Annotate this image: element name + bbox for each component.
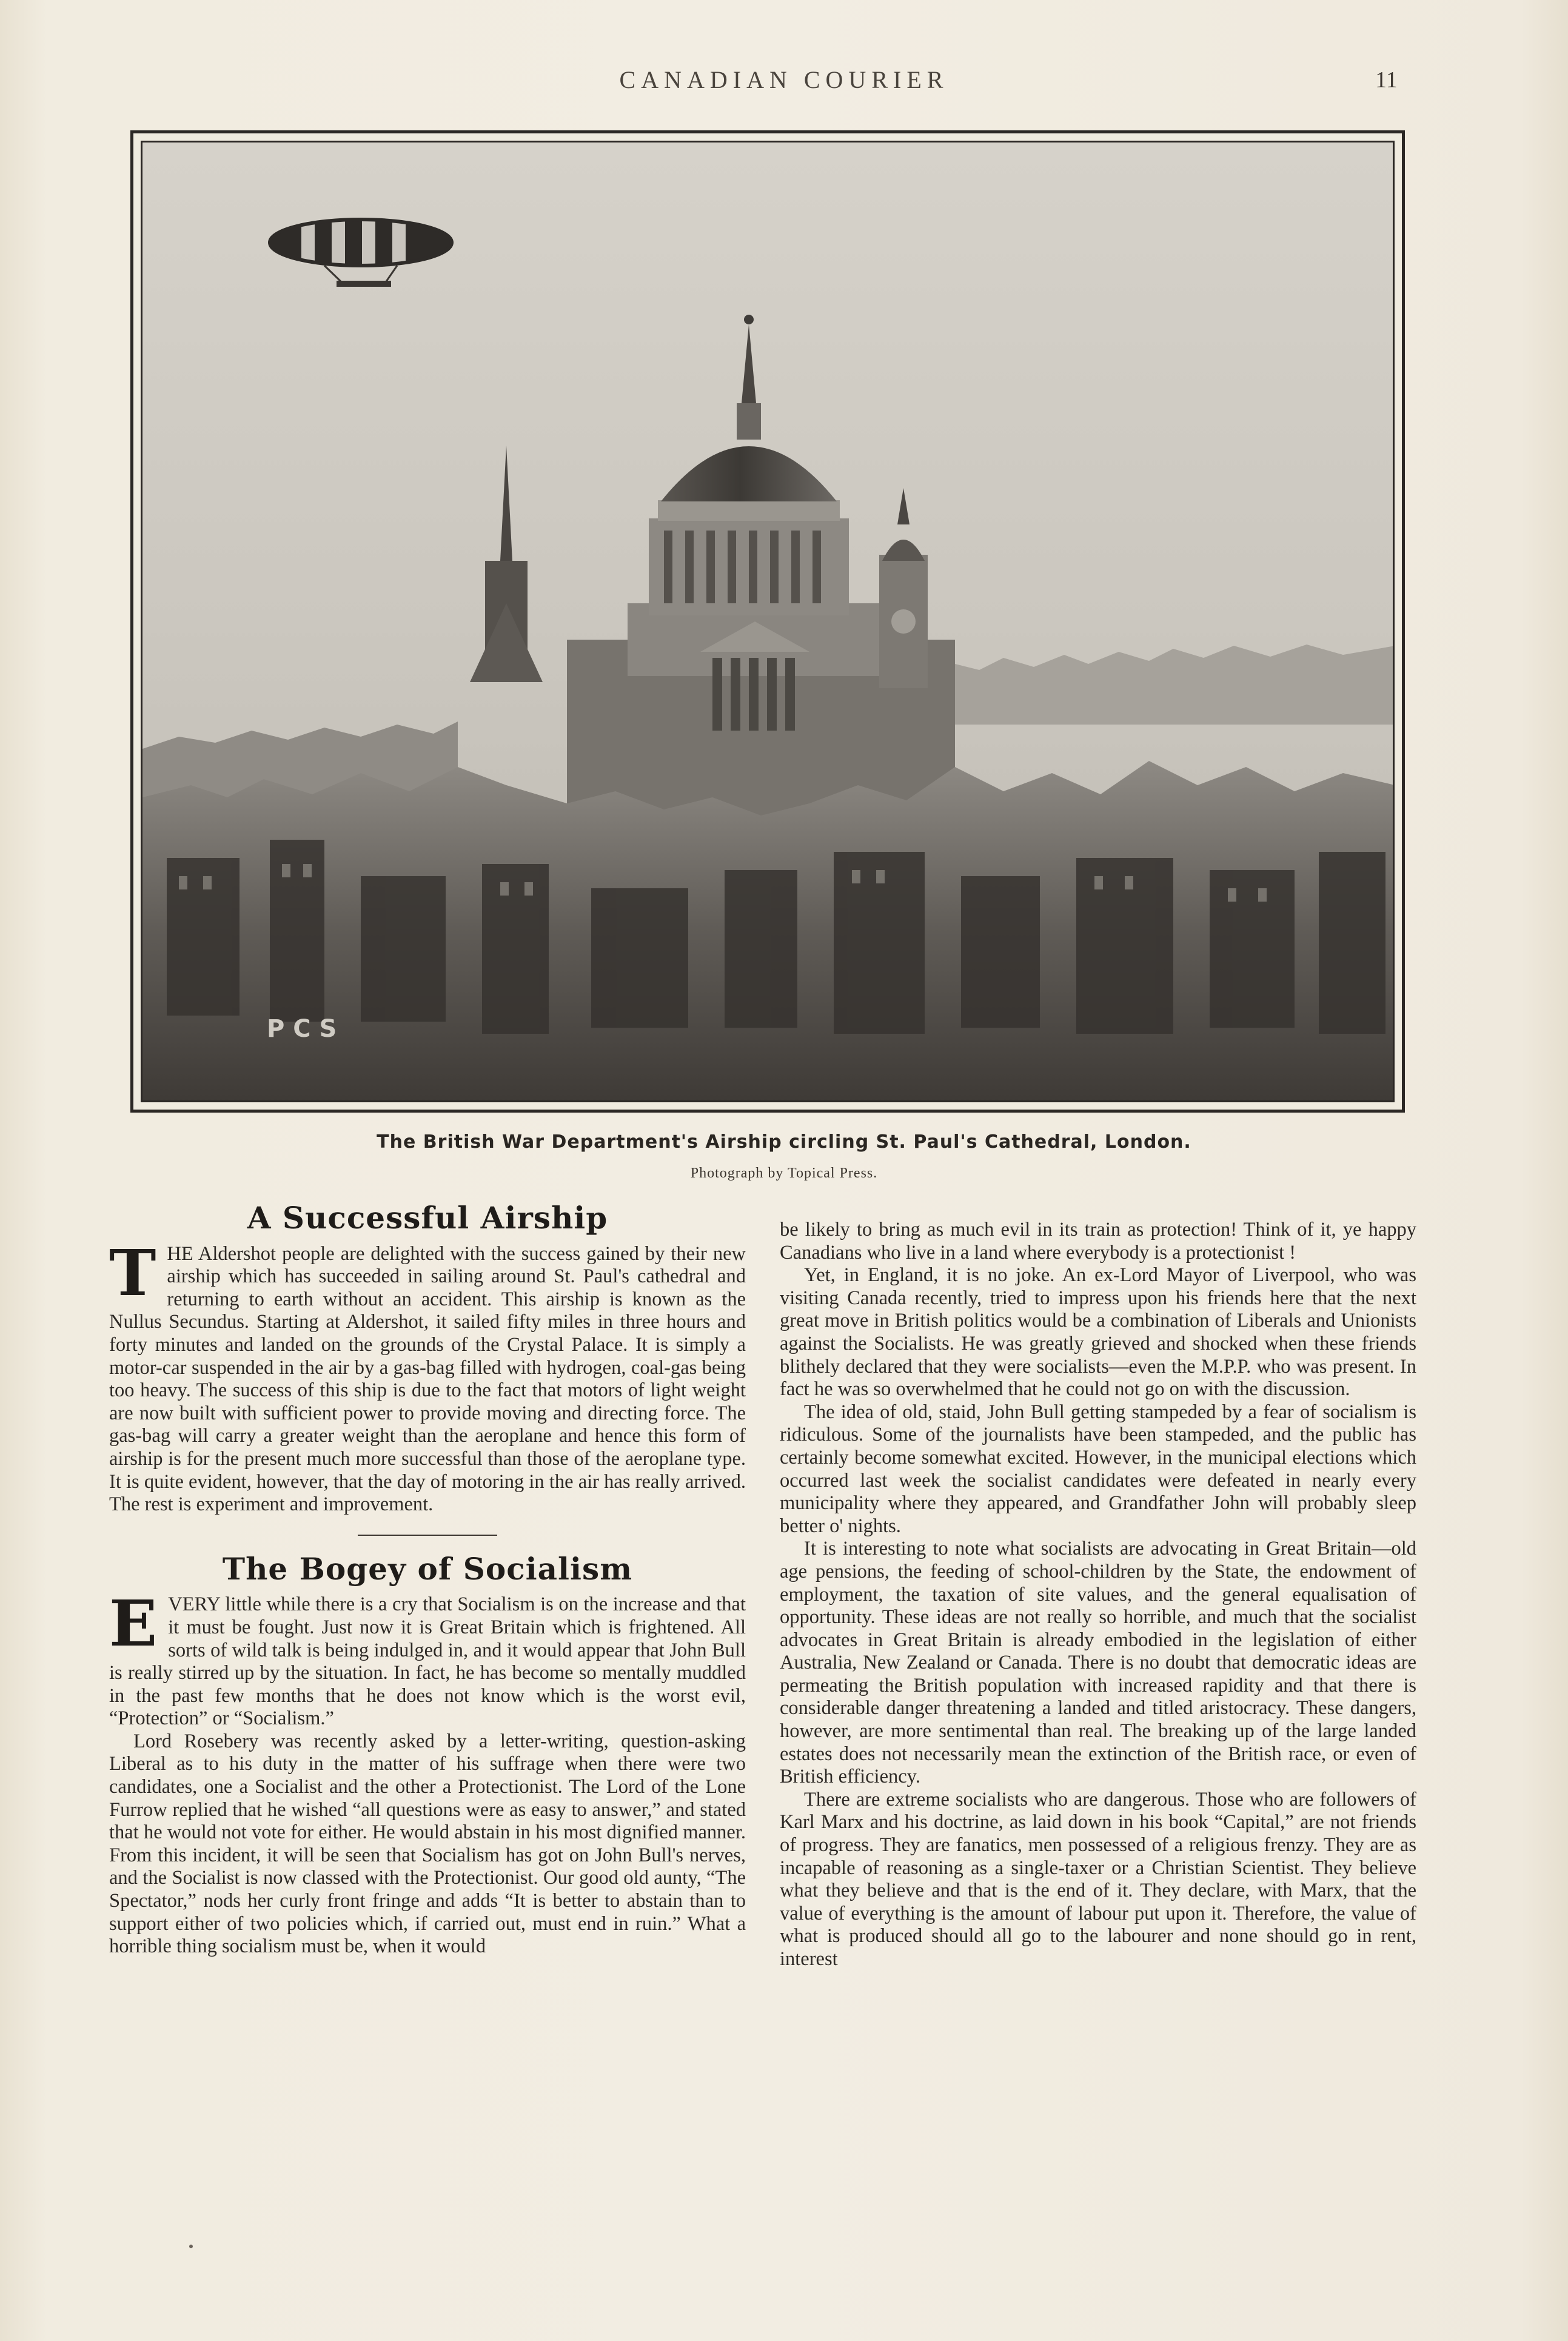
photo-caption: The British War Department's Airship circling St. Paul's Cathedral, London. — [377, 1131, 1191, 1153]
photograph-frame — [130, 130, 1405, 1113]
article-paragraph: It is interesting to note what socialists are advocating in Great Britain—old age pensions, the feeding of school-children by the State, the endowment of employment, the taxation of site values, and the general equalisation of opportunity. These ideas are not really so horrible, and much that the socialist advocates in Great Britain is already embodied in the legislation of either Australia, New Zealand or Canada. There is no doubt that democratic ideas are permeating the British population with increased rapidity and that there is considerable danger threatening a landed and titled aristocracy. These dangers, however, are more sentimental than real. The breaking up of the large landed estates does not necessarily mean the extinction of the British race, or even of British efficiency. — [780, 1538, 1416, 1788]
right-column — [780, 1219, 1416, 1971]
section-divider — [358, 1535, 497, 1536]
article-paragraph: be likely to bring as much evil in its train as protection! Think of it, ye happy Canadians who live in a land where everybody is a protectionist ! — [780, 1219, 1416, 1264]
article-headline-airship: A Successful Airship — [247, 1200, 608, 1236]
photograph-illustration — [142, 142, 1395, 1102]
running-head: CANADIAN COURIER — [619, 66, 949, 93]
article-headline-socialism: The Bogey of Socialism — [222, 1550, 633, 1587]
drop-cap: T — [109, 1235, 156, 1310]
drop-cap: E — [109, 1586, 158, 1661]
article-paragraph: The idea of old, staid, John Bull getting stampeded by a fear of socialism is ridiculous. Some of the journalists have been stampeded, and the public has certainly become somewhat excited. However, in the municipal elections which occurred last week the socialist candidates were defeated in nearly every municipality where they appeared, and Grandfather John will probably sleep better o' nights. — [780, 1401, 1416, 1537]
article-paragraph: There are extreme socialists who are dangerous. Those who are followers of Karl Marx and his doctrine, as laid down in his book “Capital,” are not friends of progress. They are fanatics, men possessed of a religious frenzy. They are as incapable of reasoning as a single-taxer or a Christian Scientist. They believe what they believe and that is the end of it. They declare, with Marx, that the value of everything is the amount of labour put upon it. Therefore, the value of what is produced should all go to the labourer and none should go in rent, interest — [780, 1788, 1416, 1970]
photo-credit: Photograph by Topical Press. — [690, 1165, 878, 1181]
shop-sign-text: P C S — [267, 1015, 337, 1043]
article-paragraph: THE Aldershot people are delighted with the success gained by their new airship which has succeeded in sailing around St. Paul's cathedral and returning to earth without an accident. This airship is known as the Nullus Secundus. Starting at Aldershot, it sailed fifty miles in three hours and forty minutes and landed on the grounds of the Crystal Palace. It is simply a motor-car suspended in the air by a gas-bag filled with hydrogen, coal-gas being too heavy. The success of this ship is due to the fact that motors of light weight are now built with sufficient power to provide moving and directing force. The gas-bag will carry a greater weight than the aeroplane and hence this form of airship is for the present much more successful than those of the aeroplane type. It is quite evident, however, that the day of motoring in the air has really arrived. The rest is experiment and improvement. — [109, 1235, 746, 1516]
article-paragraph: Yet, in England, it is no joke. An ex-Lord Mayor of Liverpool, who was visiting Canada recently, tried to impress upon his friends here that the next great move in British politics would be a combination of Liberals and Unionists against the Socialists. He was greatly grieved and shocked when these friends blithely declared that they were socialists—even the M.P.P. who was present. In fact he was so overwhelmed that he could not go on with the discussion. — [780, 1264, 1416, 1401]
cathedral-photograph — [141, 141, 1395, 1102]
print-mark — [189, 2245, 193, 2248]
article-paragraph: Lord Rosebery was recently asked by a letter-writing, question-asking Liberal as to his duty in the matter of his suffrage when there were two candidates, one a Socialist and the other a Protectionist. The Lord of the Lone Furrow replied that he wished “all questions were as easy to answer,” and stated that he would not vote for either. He would abstain in his most dignified manner. From this incident, it will be seen that Socialism has got on John Bull's nerves, and the Socialist is now classed with the Protectionist. Our good old aunty, “The Spectator,” nods her curly front fringe and adds “It is better to abstain than to support either of two policies which, if carried out, must end in ruin.” What a horrible thing socialism must be, when it would — [109, 1730, 746, 1958]
page-number: 11 — [1375, 67, 1398, 93]
article-paragraph: EVERY little while there is a cry that Socialism is on the increase and that it must be fought. Just now it is Great Britain which is frightened. All sorts of wild talk is being indulged in, and it would appear that John Bull is really stirred up by the situation. In fact, he has become so mentally muddled in the past few months that he does not know which is the worst evil, “Protection” or “Socialism.” — [109, 1586, 746, 1730]
left-column — [109, 1200, 746, 1958]
